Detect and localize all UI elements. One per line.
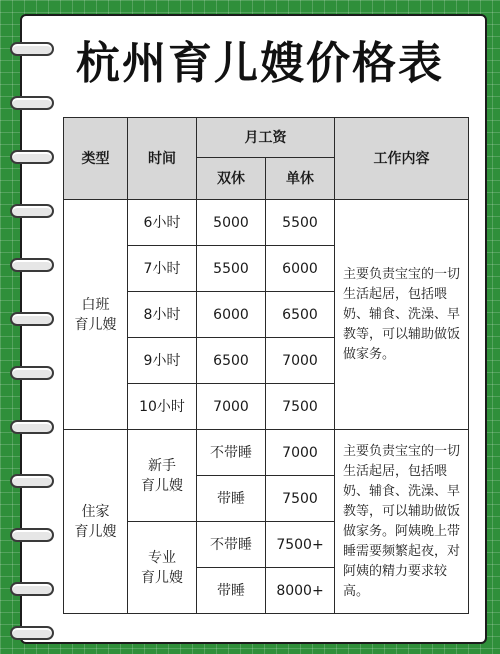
header-type: 类型 [64, 118, 128, 200]
binder-ring [10, 420, 54, 434]
binder-ring [10, 312, 54, 326]
page-title: 杭州育儿嫂价格表 [76, 38, 444, 89]
price-cell: 7000 [266, 338, 335, 384]
binder-ring [10, 626, 54, 640]
price-cell: 5000 [197, 200, 266, 246]
price-cell: 5500 [266, 200, 335, 246]
header-double-rest: 双休 [197, 158, 266, 200]
sleep-cell: 不带睡 [197, 522, 266, 568]
time-cell: 8小时 [128, 292, 197, 338]
header-monthly-salary: 月工资 [197, 118, 335, 158]
price-cell: 8000+ [266, 568, 335, 614]
type-livein: 住家 育儿嫂 [64, 430, 128, 614]
binder-ring [10, 366, 54, 380]
price-cell: 7500 [266, 384, 335, 430]
daytime-description: 主要负责宝宝的一切生活起居，包括喂奶、辅食、洗澡、早教等，可以辅助做饭做家务。 [335, 200, 469, 430]
header-time: 时间 [128, 118, 197, 200]
binder-ring [10, 258, 54, 272]
price-cell: 6500 [266, 292, 335, 338]
time-cell: 6小时 [128, 200, 197, 246]
price-cell: 6000 [266, 246, 335, 292]
level-novice: 新手 育儿嫂 [128, 430, 197, 522]
time-cell: 10小时 [128, 384, 197, 430]
binder-ring [10, 582, 54, 596]
price-cell: 6500 [197, 338, 266, 384]
sleep-cell: 不带睡 [197, 430, 266, 476]
binder-ring [10, 150, 54, 164]
time-cell: 9小时 [128, 338, 197, 384]
price-cell: 7500 [266, 476, 335, 522]
header-single-rest: 单休 [266, 158, 335, 200]
livein-description: 主要负责宝宝的一切生活起居，包括喂奶、辅食、洗澡、早教等，可以辅助做饭做家务。阿姨晚上带睡需要频繁起夜，对阿姨的精力要求较高。 [335, 430, 469, 614]
header-job-content: 工作内容 [335, 118, 469, 200]
binder-ring [10, 528, 54, 542]
sleep-cell: 带睡 [197, 568, 266, 614]
header-row [64, 118, 469, 158]
binder-ring [10, 474, 54, 488]
price-cell: 6000 [197, 292, 266, 338]
level-professional: 专业 育儿嫂 [128, 522, 197, 614]
price-cell: 7500+ [266, 522, 335, 568]
price-cell: 5500 [197, 246, 266, 292]
price-cell: 7000 [266, 430, 335, 476]
sleep-cell: 带睡 [197, 476, 266, 522]
table-row [64, 200, 469, 246]
binder-ring [10, 204, 54, 218]
price-table [63, 117, 469, 614]
time-cell: 7小时 [128, 246, 197, 292]
table-row [64, 430, 469, 476]
price-cell: 7000 [197, 384, 266, 430]
type-daytime: 白班 育儿嫂 [64, 200, 128, 430]
